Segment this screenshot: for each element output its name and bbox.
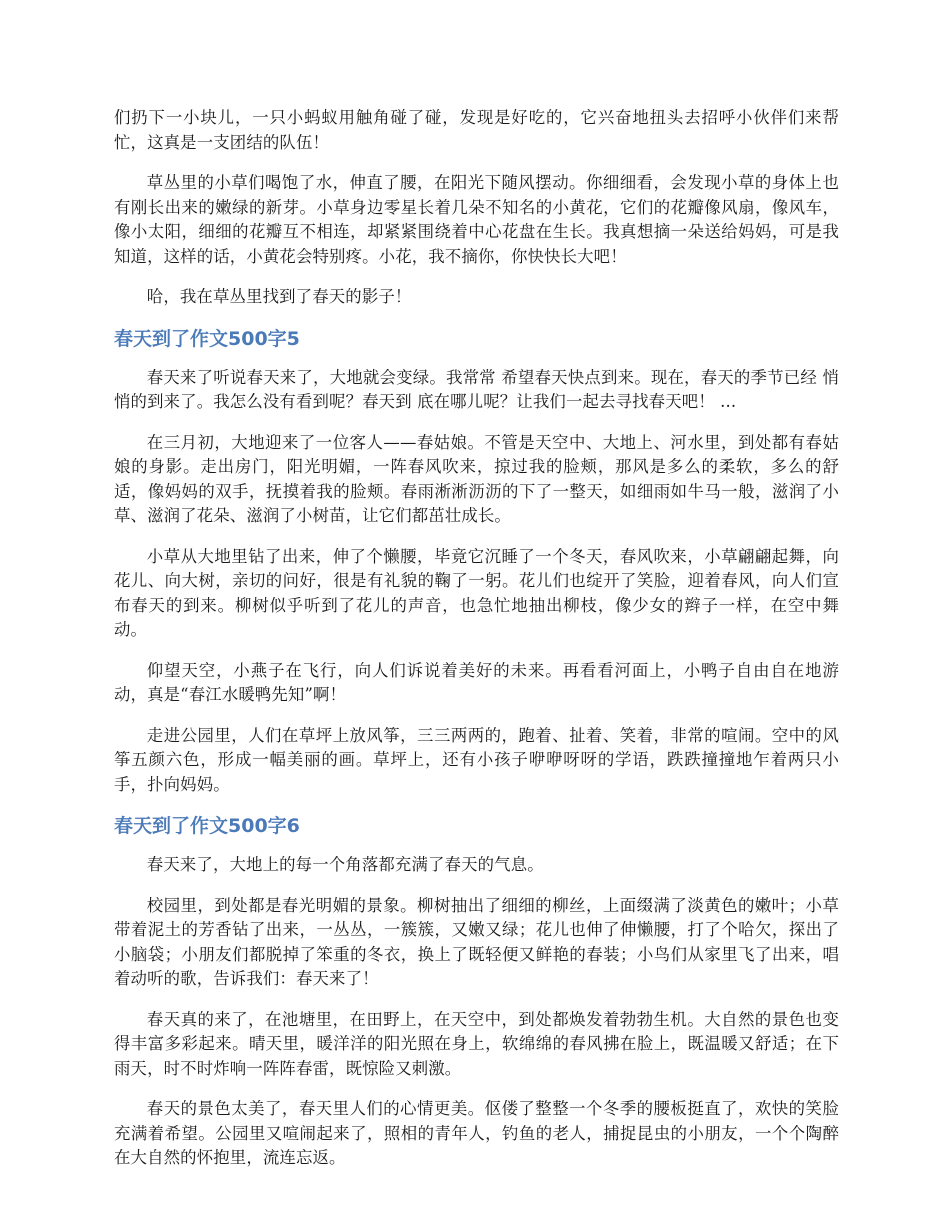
intro-paragraph: 草丛里的小草们喝饱了水，伸直了腰，在阳光下随风摆动。你细细看，会发现小草的身体上也有刚长出来的嫩绿的新芽。小草身边零星长着几朵不知名的小黄花，它们的花瓣像风扇，像风车，像小太阳，细细的花瓣互不相连，却紧紧围绕着中心花盘在生长。我真想摘一朵送给妈妈，可是我知道，这样的话，小黄花会特别疼。小花，我不摘你，你快快长大吧！ [114, 173, 839, 266]
section6-paragraph: 春天真的来了，在池塘里，在田野上，在天空中，到处都焕发着勃勃生机。大自然的景色也变得丰富多彩起来。晴天里，暖洋洋的阳光照在身上，软绵绵的春风拂在脸上，既温暖又舒适；在下雨天，时不时炸响一阵阵春雷，既惊险又刺激。 [114, 1009, 839, 1078]
section6-paragraph: 春天的景色太美了，春天里人们的心情更美。伛偻了整整一个冬季的腰板挺直了，欢快的笑脸充满着希望。公园里又喧闹起来了，照相的青年人，钓鱼的老人，捕捉昆虫的小朋友，一个个陶醉在大自然的怀抱里，流连忘返。 [114, 1099, 839, 1167]
intro-paragraph: 们扔下一小块儿，一只小蚂蚁用触角碰了碰，发现是好吃的，它兴奋地扭头去招呼小伙伴们来帮忙，这真是一支团结的队伍！ [114, 108, 839, 152]
document-page [114, 106, 839, 1187]
section5-paragraph: 小草从大地里钻了出来，伸了个懒腰，毕竟它沉睡了一个冬天，春风吹来，小草翩翩起舞，向花儿、向大树，亲切的问好，很是有礼貌的鞠了一躬。花儿们也绽开了笑脸，迎着春风，向人们宣布春天的到来。柳树似乎听到了花儿的声音，也急忙地抽出柳枝，像少女的辫子一样，在空中舞动。 [114, 546, 839, 639]
section5-paragraph: 走进公园里，人们在草坪上放风筝，三三两两的，跑着、扯着、笑着，非常的喧闹。空中的风筝五颜六色，形成一幅美丽的画。草坪上，还有小孩子咿咿呀呀的学语，跌跌撞撞地乍着两只小手，扑向妈妈。 [114, 725, 839, 794]
section5-paragraph: 仰望天空，小燕子在飞行，向人们诉说着美好的未来。再看看河面上，小鸭子自由自在地游动，真是“春江水暖鸭先知”啊！ [114, 660, 839, 704]
section-heading-6: 春天到了作文500字6 [114, 815, 300, 837]
section6-paragraph: 校园里，到处都是春光明媚的景象。柳树抽出了细细的柳丝，上面缀满了淡黄色的嫩叶；小草带着泥土的芳香钻了出来，一丛丛，一簇簇，又嫩又绿；花儿也伸了伸懒腰，打了个哈欠，探出了小脑袋；小朋友们都脱掉了笨重的冬衣，换上了既轻便又鲜艳的春装；小鸟们从家里飞了出来，唱着动听的歌，告诉我们：春天来了！ [114, 895, 839, 988]
section6-paragraph: 春天来了，大地上的每一个角落都充满了春天的气息。 [146, 855, 544, 874]
section-heading-5: 春天到了作文500字5 [114, 327, 300, 350]
section5-paragraph: 在三月初，大地迎来了一位客人——春姑娘。不管是天空中、大地上、河水里，到处都有春姑娘的身影。走出房门，阳光明媚，一阵春风吹来，掠过我的脸颊，那风是多么的柔软，多么的舒适，像妈妈的双手，抚摸着我的脸颊。春雨淅淅沥沥的下了一整天，如细雨如牛马一般，滋润了小草、滋润了花朵、滋润了小树苗，让它们都茁壮成长。 [114, 432, 839, 525]
intro-paragraph: 哈，我在草丛里找到了春天的影子！ [146, 287, 412, 306]
section5-paragraph: 春天来了听说春天来了，大地就会变绿。我常常 希望春天快点到来。现在，春天的季节已经 悄悄的到来了。我怎么没有看到呢？春天到 底在哪儿呢？让我们一起去寻找春天吧！ ... [114, 367, 839, 411]
